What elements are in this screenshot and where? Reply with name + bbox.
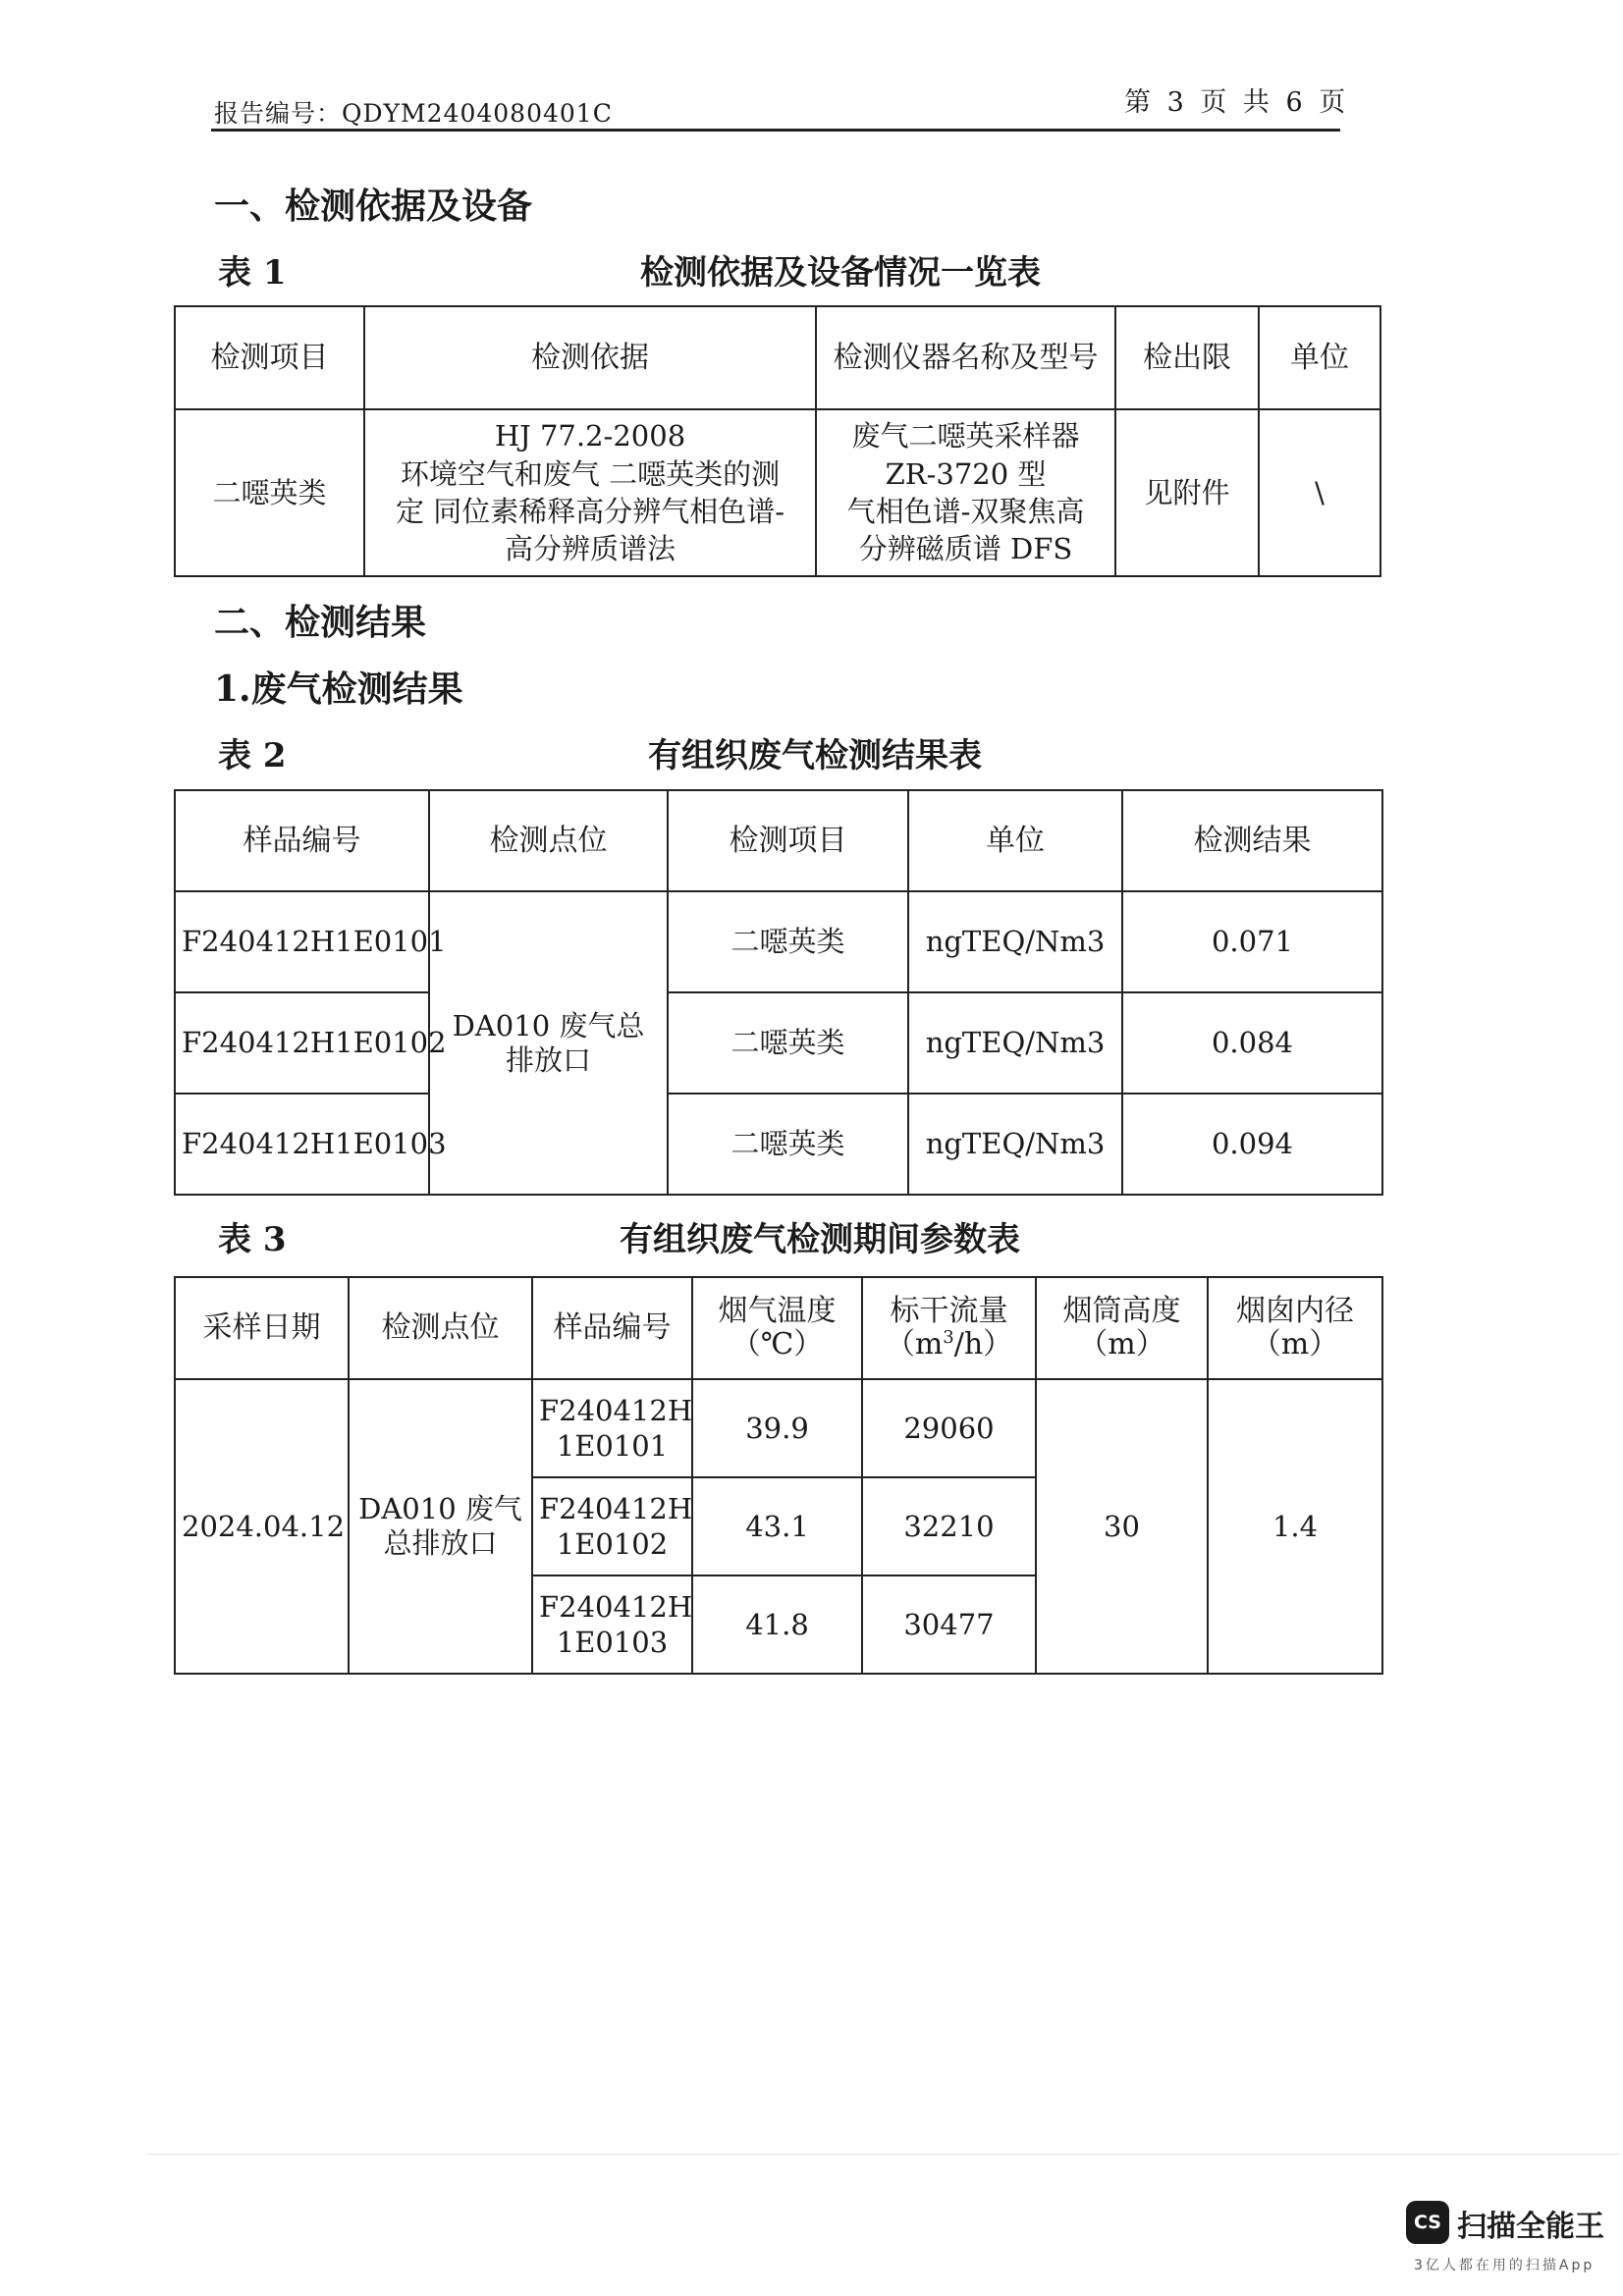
header-unit: （℃） <box>730 1327 824 1362</box>
table3 <box>174 1276 1383 1675</box>
basis-line: 高分辨质谱法 <box>504 532 676 566</box>
table3-location <box>349 1379 532 1674</box>
table2-header-cell: 检测结果 <box>1122 790 1382 891</box>
table2-header-cell: 检测项目 <box>668 790 908 891</box>
sample-line: F240412H <box>539 1491 693 1525</box>
sample-id <box>532 1379 692 1477</box>
table-row <box>175 891 1382 992</box>
table-row <box>175 1094 1382 1195</box>
unit-part: /h） <box>953 1327 1013 1362</box>
table1-instrument <box>816 409 1115 576</box>
scanner-logo-icon: CS <box>1406 2201 1449 2244</box>
test-item: 二噁英类 <box>668 891 908 992</box>
instrument-line: 分辨磁质谱 DFS <box>858 532 1073 566</box>
test-item: 二噁英类 <box>668 992 908 1094</box>
sample-id: F240412H1E0102 <box>175 992 429 1094</box>
unit: ngTEQ/Nm3 <box>908 891 1122 992</box>
sample-line: F240412H <box>539 1393 693 1427</box>
table-row <box>175 1379 1382 1477</box>
sample-id: F240412H1E0103 <box>175 1094 429 1195</box>
sampling-date: 2024.04.12 <box>175 1379 349 1674</box>
table3-header-flow <box>862 1277 1036 1379</box>
table2-location <box>429 891 668 1195</box>
table2-title: 有组织废气检测结果表 <box>648 736 982 775</box>
header-line: 烟气温度 <box>718 1294 837 1329</box>
table2 <box>174 789 1383 1196</box>
header-line: 烟囱内径 <box>1236 1294 1354 1329</box>
table3-label: 表 3 <box>218 1220 287 1259</box>
basis-line: 定 同位素稀释高分辨气相色谱- <box>395 495 785 528</box>
flue-temp: 43.1 <box>692 1477 862 1575</box>
sample-id <box>532 1575 692 1674</box>
section-heading-2: 二、检测结果 <box>214 602 427 643</box>
location-line: DA010 废气 <box>358 1492 522 1526</box>
table3-header-temp <box>692 1277 862 1379</box>
table1-header-cell: 检测仪器名称及型号 <box>816 306 1115 409</box>
basis-line: HJ 77.2-2008 <box>494 419 686 454</box>
location-line: DA010 废气总 <box>452 1008 645 1042</box>
sample-line: 1E0103 <box>556 1626 669 1659</box>
sample-line: 1E0101 <box>556 1429 669 1463</box>
dry-flow: 29060 <box>862 1379 1036 1477</box>
table1-limit: 见附件 <box>1115 409 1259 576</box>
header-line: 标干流量 <box>890 1294 1008 1329</box>
table3-header-diameter <box>1208 1277 1382 1379</box>
basis-line: 环境空气和废气 二噁英类的测 <box>400 456 781 491</box>
unit: ngTEQ/Nm3 <box>908 992 1122 1094</box>
location-line: 排放口 <box>505 1042 591 1077</box>
report-number: 报告编号：QDYM2404080401C <box>214 99 613 128</box>
flue-temp: 39.9 <box>692 1379 862 1477</box>
sample-line: F240412H <box>539 1589 693 1624</box>
table2-header-cell: 检测点位 <box>429 790 668 891</box>
table2-header-cell: 样品编号 <box>175 790 429 891</box>
instrument-line: ZR-3720 型 <box>885 456 1047 491</box>
sample-line: 1E0102 <box>556 1527 669 1561</box>
table1-header-cell: 单位 <box>1259 306 1380 409</box>
footer-divider <box>147 2154 1620 2155</box>
header-unit: （m） <box>1078 1327 1165 1362</box>
result: 0.094 <box>1122 1094 1382 1195</box>
header-unit: （m） <box>1251 1327 1339 1362</box>
stack-height: 30 <box>1036 1379 1208 1674</box>
table1-header-cell: 检出限 <box>1115 306 1259 409</box>
table3-header-location: 检测点位 <box>349 1277 532 1379</box>
dry-flow: 32210 <box>862 1477 1036 1575</box>
table3-header-height <box>1036 1277 1208 1379</box>
table1-header-cell: 检测项目 <box>175 306 364 409</box>
instrument-line: 废气二噁英采样器 <box>851 419 1080 454</box>
header-line: 烟筒高度 <box>1062 1294 1181 1329</box>
table1-item: 二噁英类 <box>175 409 364 576</box>
table3-header-date: 采样日期 <box>175 1277 349 1379</box>
table3-header-sample: 样品编号 <box>532 1277 692 1379</box>
stack-diameter: 1.4 <box>1208 1379 1382 1674</box>
header-divider <box>211 129 1340 132</box>
test-item: 二噁英类 <box>668 1094 908 1195</box>
unit-superscript: 3 <box>943 1327 954 1348</box>
scanner-brand: 扫描全能王 <box>1457 2210 1604 2244</box>
table1-label: 表 1 <box>218 253 287 293</box>
section-heading-1: 一、检测依据及设备 <box>214 186 533 227</box>
result: 0.071 <box>1122 891 1382 992</box>
table1 <box>174 305 1381 577</box>
table2-header-cell: 单位 <box>908 790 1122 891</box>
table1-unit: \ <box>1259 409 1380 576</box>
subsection-heading: 1.废气检测结果 <box>214 668 463 710</box>
instrument-line: 气相色谱-双聚焦高 <box>846 495 1085 528</box>
result: 0.084 <box>1122 992 1382 1094</box>
scanner-tagline: 3亿人都在用的扫描App <box>1414 2258 1596 2273</box>
sample-id <box>532 1477 692 1575</box>
flue-temp: 41.8 <box>692 1575 862 1674</box>
page-info: 第 3 页 共 6 页 <box>1124 87 1350 118</box>
header-unit <box>869 1328 1029 1362</box>
table3-title: 有组织废气检测期间参数表 <box>620 1220 1020 1259</box>
unit-part: （m <box>885 1327 944 1362</box>
dry-flow: 30477 <box>862 1575 1036 1674</box>
sample-id: F240412H1E0101 <box>175 891 429 992</box>
table2-label: 表 2 <box>218 736 287 775</box>
table-row <box>175 992 1382 1094</box>
location-line: 总排放口 <box>383 1526 498 1560</box>
table1-basis <box>364 409 816 576</box>
table1-title: 检测依据及设备情况一览表 <box>640 253 1041 293</box>
unit: ngTEQ/Nm3 <box>908 1094 1122 1195</box>
table1-header-cell: 检测依据 <box>364 306 816 409</box>
